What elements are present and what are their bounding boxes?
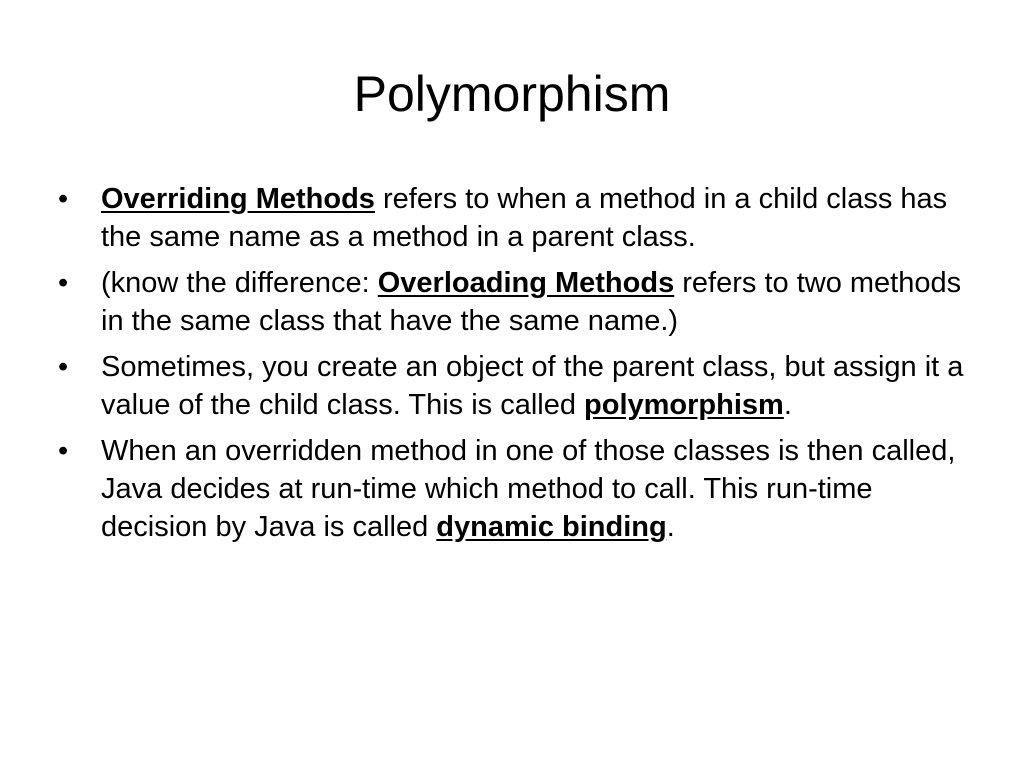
bullet-text-after: . <box>783 389 792 421</box>
term-overriding-methods: Overriding Methods <box>101 183 375 215</box>
bullet-dot-icon: • <box>58 183 69 215</box>
bullet-item-overloading <box>58 264 978 340</box>
bullet-dot-icon: • <box>58 267 69 299</box>
term-dynamic-binding: dynamic binding <box>436 511 667 543</box>
term-overloading-methods: Overloading Methods <box>377 267 675 299</box>
slide-title: Polymorphism <box>353 66 671 122</box>
bullet-list <box>58 180 978 554</box>
bullet-item-overriding <box>58 180 978 256</box>
term-polymorphism: polymorphism <box>584 389 784 421</box>
bullet-text-after: refers to when a method in a child class has the same name as a method in a parent class. <box>101 183 948 253</box>
bullet-dot-icon: • <box>58 435 69 467</box>
bullet-item-polymorphism <box>58 348 978 424</box>
bullet-text-before: (know the difference: <box>101 267 378 299</box>
bullet-text-before: When an overridden method in one of those classes is then called, Java decides at run-time which method to call. This run-time decision by Java is called <box>101 435 956 543</box>
bullet-text-after: refers to two methods in the same class that have the same name.) <box>101 267 962 337</box>
bullet-dot-icon: • <box>58 351 69 383</box>
bullet-text-before: Sometimes, you create an object of the parent class, but assign it a value of the child class. This is called <box>101 351 964 421</box>
bullet-text-after: . <box>666 511 675 543</box>
bullet-item-dynamic-binding <box>58 432 978 546</box>
